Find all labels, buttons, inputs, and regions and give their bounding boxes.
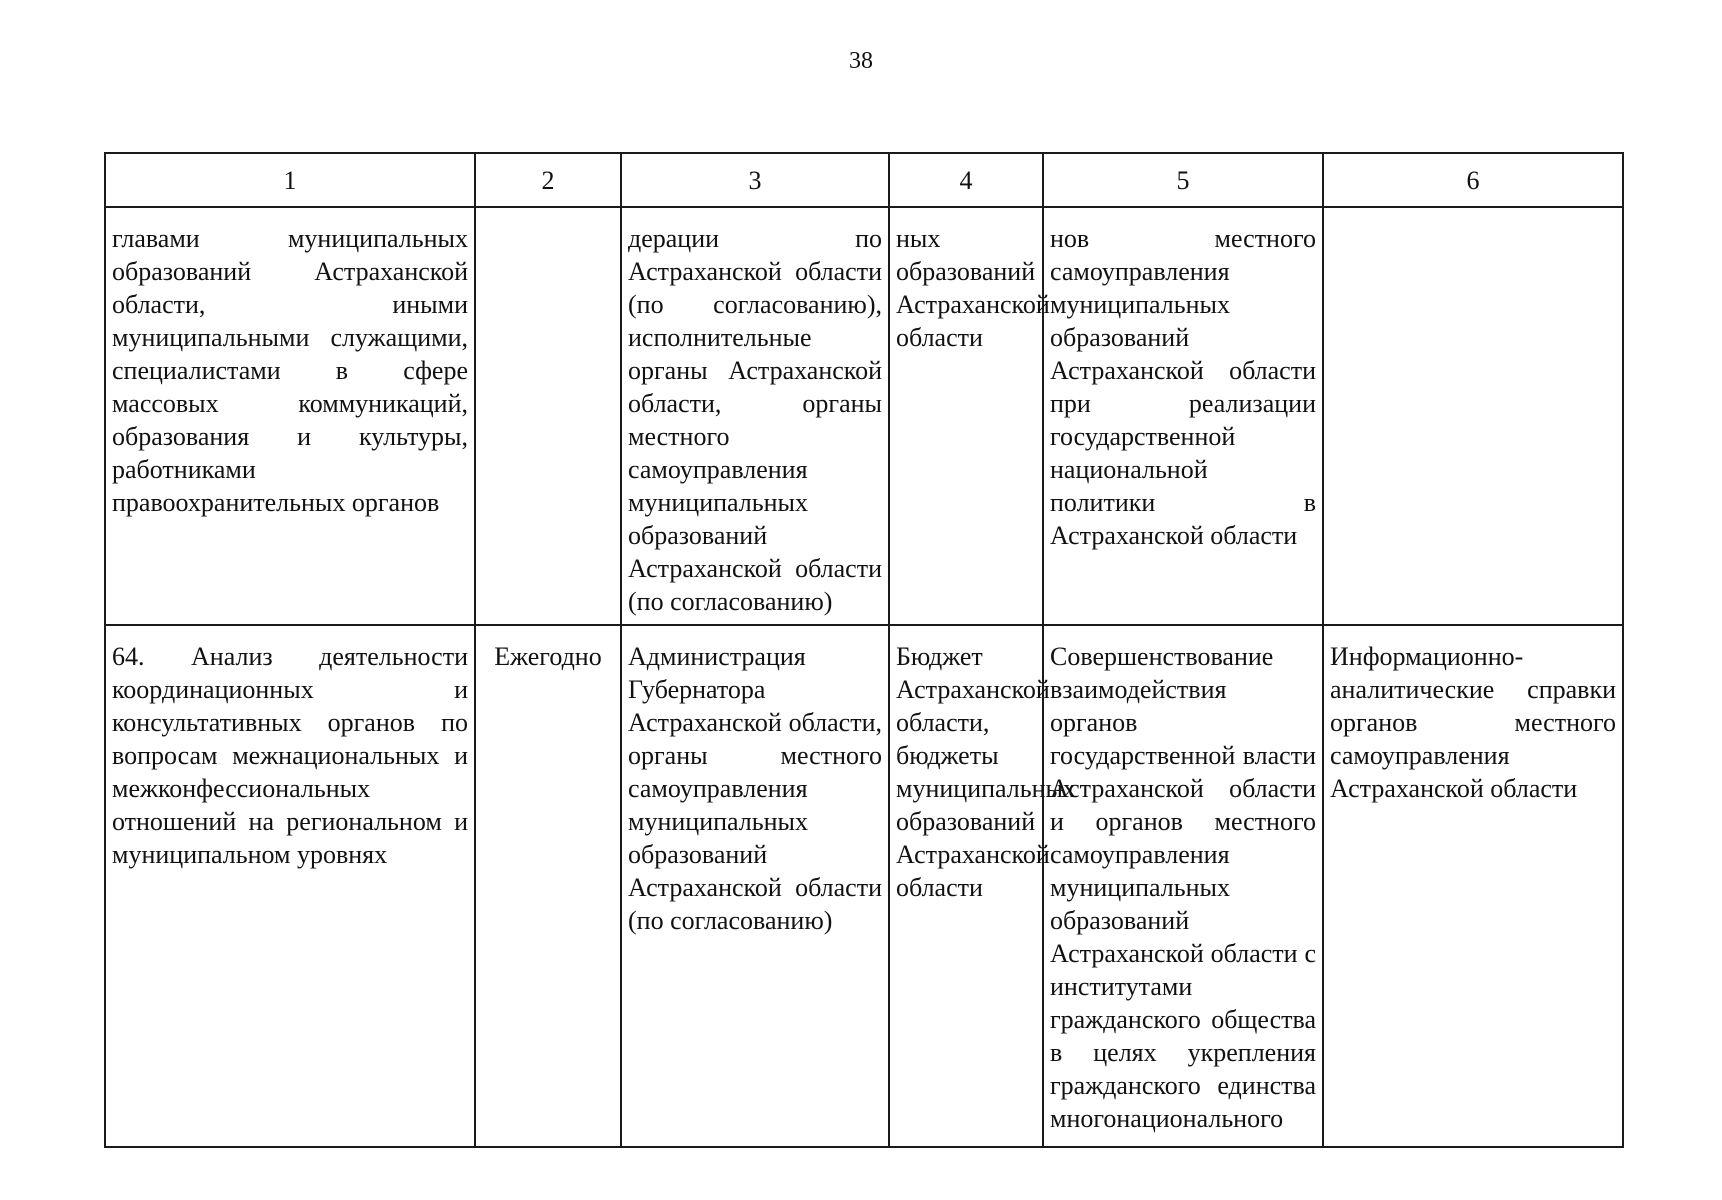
- indicator-cell: Информационно-аналитические справки органов местного самоуправления Астраханской области: [1323, 625, 1623, 1147]
- table-header-row: [105, 153, 1623, 207]
- deadline-cell: [475, 207, 621, 625]
- executor-cell: Администрация Губернатора Астраханской области, органы местного самоуправления муниципальных образований Астраханской области (по согласованию): [621, 625, 889, 1147]
- measure-cell: 64. Анализ деятельности координационных и консультативных органов по вопросам межнациональных и межконфессиональных отношений на региональном и муниципальном уровнях: [105, 625, 475, 1147]
- measures-table: [104, 152, 1624, 1148]
- page-number: 38: [849, 48, 873, 74]
- indicator-cell: [1323, 207, 1623, 625]
- deadline-cell: Ежегодно: [475, 625, 621, 1147]
- table-row: [105, 625, 1623, 1147]
- column-header-3: 3: [621, 153, 889, 207]
- column-header-1: 1: [105, 153, 475, 207]
- column-header-5: 5: [1043, 153, 1323, 207]
- column-header-6: 6: [1323, 153, 1623, 207]
- column-header-2: 2: [475, 153, 621, 207]
- funding-cell: Бюджет Астраханской области, бюджеты муниципальных образований Астраханской области: [889, 625, 1043, 1147]
- executor-cell: дерации по Астраханской области (по согласованию), исполнительные органы Астраханской области, органы местного самоуправления муниципальных образований Астраханской области (по согласованию): [621, 207, 889, 625]
- funding-cell: ных образований Астраханской области: [889, 207, 1043, 625]
- measure-cell: главами муниципальных образований Астраханской области, иными муниципальными служащими, специалистами в сфере массовых коммуникаций, образования и культуры, работниками правоохранительных органов: [105, 207, 475, 625]
- column-header-4: 4: [889, 153, 1043, 207]
- result-cell: нов местного самоуправления муниципальных образований Астраханской области при реализации государственной национальной политики в Астраханской области: [1043, 207, 1323, 625]
- result-cell: Совершенствование взаимодействия органов государственной власти Астраханской области и органов местного самоуправления муниципальных образований Астраханской области с институтами гражданского общества в целях укрепления гражданского единства многонационального: [1043, 625, 1323, 1147]
- table-row: [105, 207, 1623, 625]
